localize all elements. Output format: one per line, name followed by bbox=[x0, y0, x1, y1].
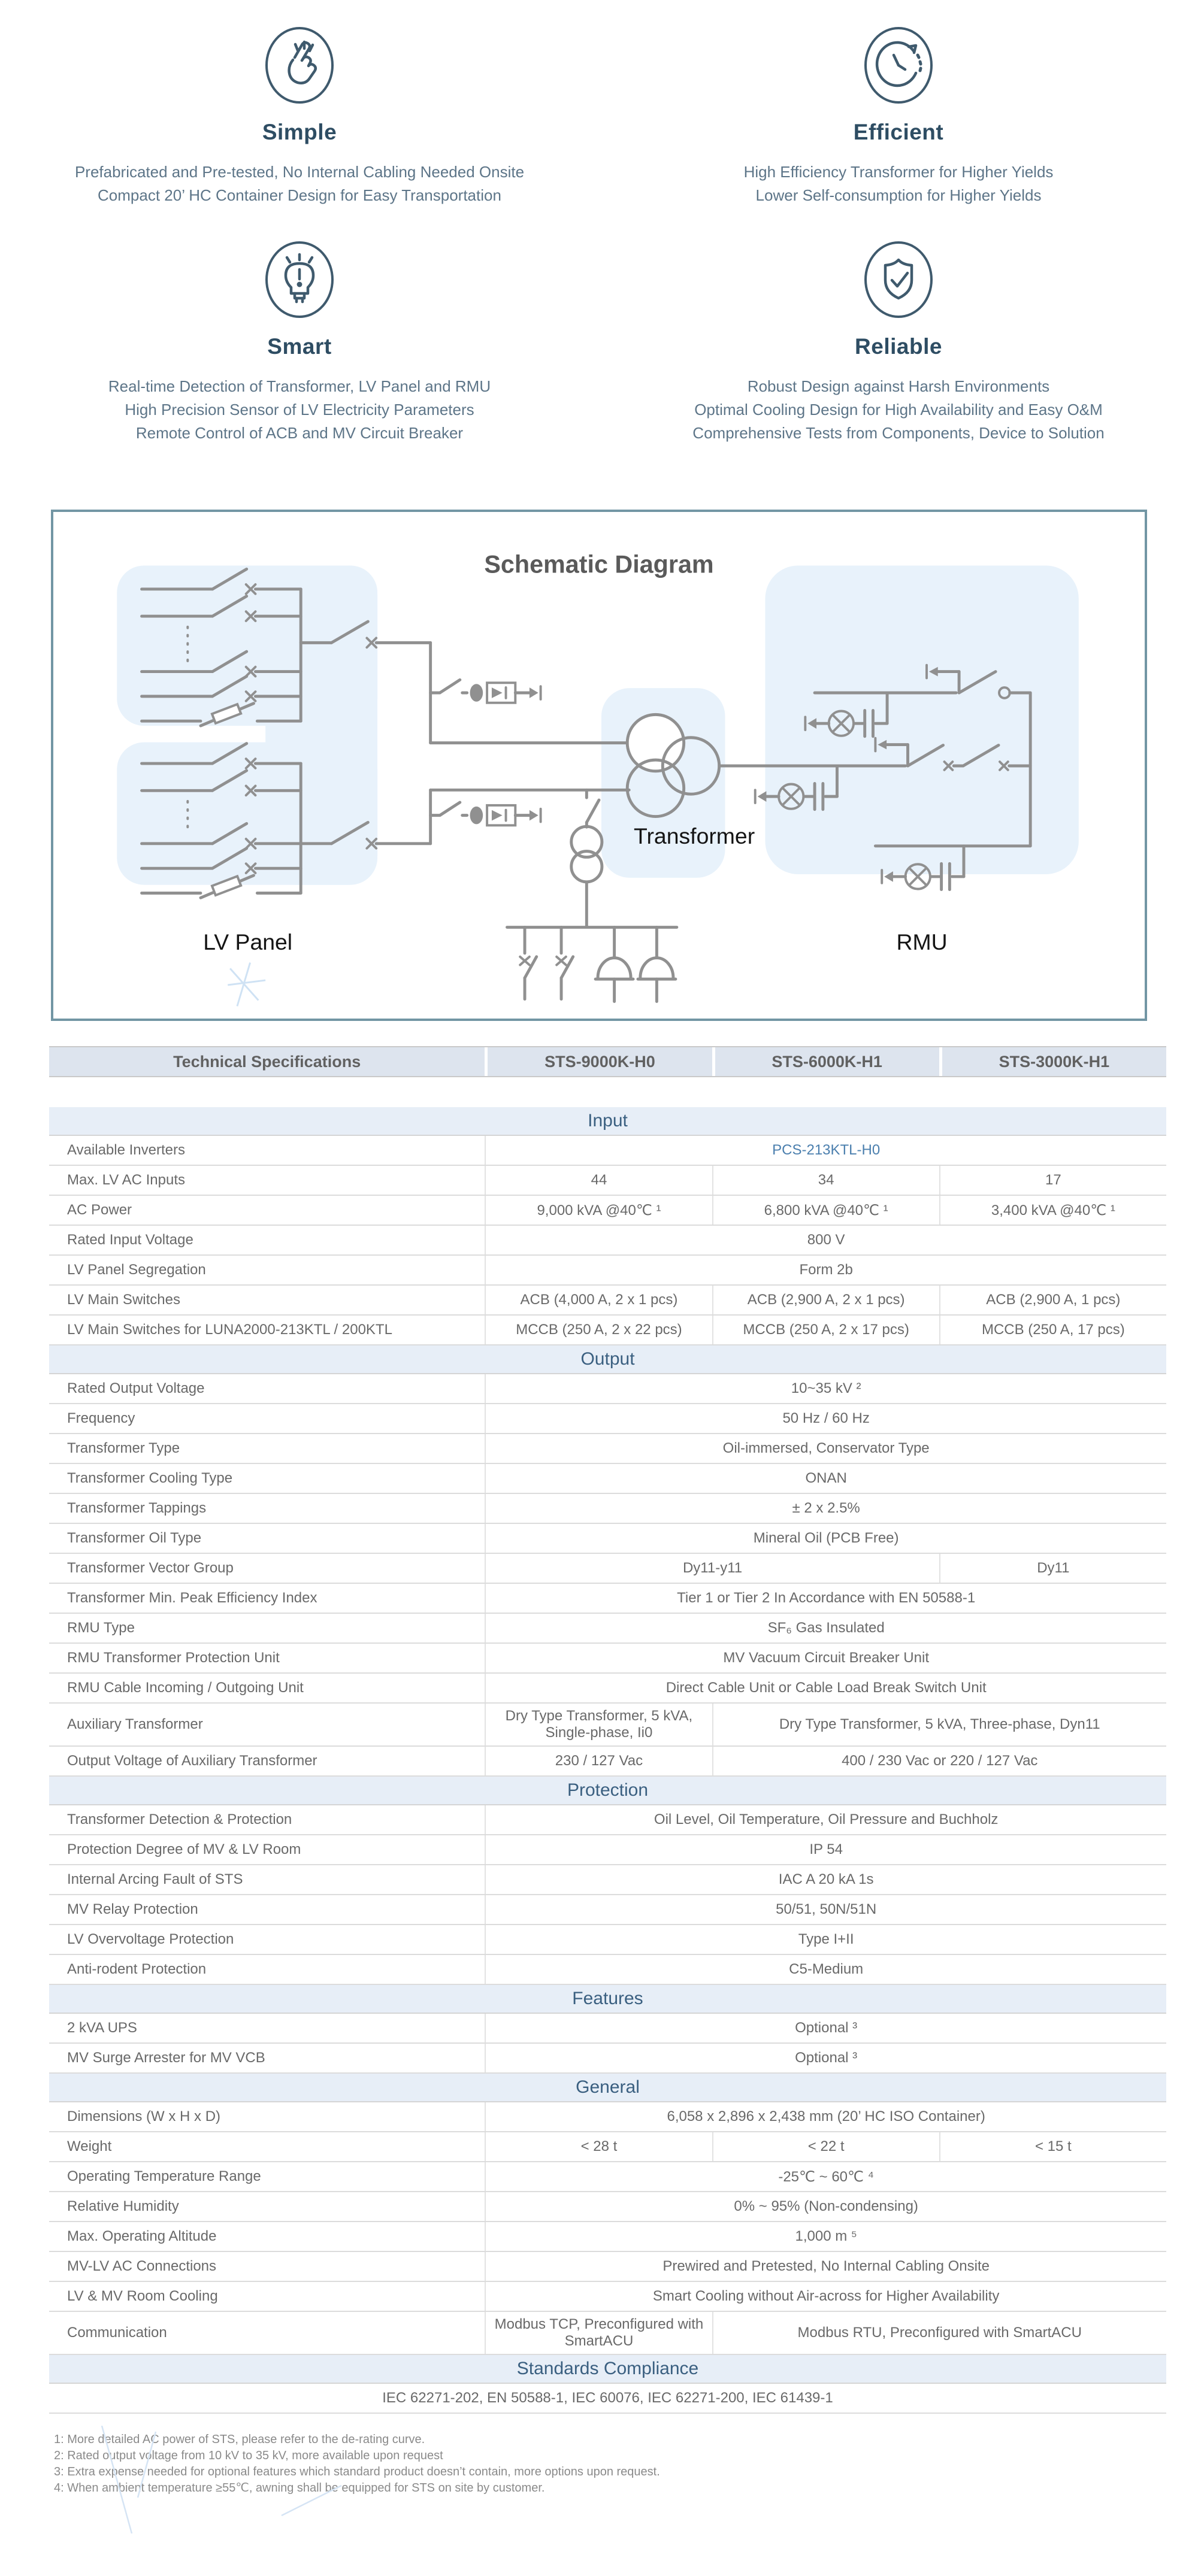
spec-value: Dy11-y11 bbox=[485, 1554, 939, 1583]
feature-simple bbox=[0, 24, 599, 238]
feature-line: Real-time Detection of Transformer, LV Panel and RMU bbox=[108, 377, 491, 395]
spec-label: Transformer Detection & Protection bbox=[67, 1811, 292, 1828]
spec-label: Dimensions (W x H x D) bbox=[67, 2108, 221, 2125]
spec-label: Available Inverters bbox=[67, 1142, 185, 1158]
spec-label: Operating Temperature Range bbox=[67, 2168, 261, 2184]
spec-row bbox=[49, 1554, 1166, 1584]
spec-label: Rated Output Voltage bbox=[67, 1380, 205, 1396]
spec-label: LV Overvoltage Protection bbox=[67, 1931, 234, 1947]
section-header: Features bbox=[49, 1985, 1166, 2014]
feature-line: Lower Self-consumption for Higher Yields bbox=[755, 186, 1042, 204]
spec-label: Weight bbox=[67, 2138, 112, 2154]
spec-label: Communication bbox=[67, 2325, 167, 2341]
spec-label: Transformer Tappings bbox=[67, 1500, 207, 1516]
spec-label: Protection Degree of MV & LV Room bbox=[67, 1841, 301, 1857]
spec-value: 9,000 kVA @40℃ ¹ bbox=[485, 1196, 712, 1225]
spec-value: 400 / 230 Vac or 220 / 127 Vac bbox=[712, 1747, 1166, 1775]
spec-value: MV Vacuum Circuit Breaker Unit bbox=[485, 1644, 1166, 1672]
footnote-line: 2: Rated output voltage from 10 kV to 35 kV, more available upon request bbox=[54, 2449, 443, 2462]
spec-value: < 22 t bbox=[712, 2132, 939, 2161]
spec-row bbox=[49, 2384, 1166, 2414]
spec-label: Transformer Oil Type bbox=[67, 1530, 202, 1546]
footnote-line: 4: When ambient temperature ≥55℃, awning shall be equipped for STS on site by customer. bbox=[54, 2481, 545, 2495]
spec-value: 50 Hz / 60 Hz bbox=[485, 1404, 1166, 1433]
rmu-label: RMU bbox=[896, 929, 948, 954]
section-header: Protection bbox=[49, 1777, 1166, 1805]
table-body bbox=[49, 1107, 1166, 2414]
spec-label: AC Power bbox=[67, 1202, 132, 1218]
footnotes bbox=[54, 2432, 1198, 2496]
spec-row bbox=[49, 1374, 1166, 1404]
table-gap bbox=[49, 1077, 1166, 1107]
spec-row bbox=[49, 1464, 1166, 1494]
spec-value: Tier 1 or Tier 2 In Accordance with EN 50588-1 bbox=[485, 1584, 1166, 1613]
feature-line: Comprehensive Tests from Components, Device to Solution bbox=[692, 424, 1105, 442]
section-header: Input bbox=[49, 1107, 1166, 1136]
feature-smart bbox=[0, 238, 599, 476]
spec-label: LV & MV Room Cooling bbox=[67, 2288, 218, 2304]
spec-row bbox=[49, 1136, 1166, 1166]
spec-value: MCCB (250 A, 2 x 22 pcs) bbox=[485, 1316, 712, 1344]
feature-efficient bbox=[599, 24, 1198, 238]
feature-line: Remote Control of ACB and MV Circuit Breaker bbox=[135, 424, 464, 442]
spec-label: Transformer Type bbox=[67, 1440, 180, 1456]
spec-value: Optional ³ bbox=[485, 2044, 1166, 2072]
spec-label: Auxiliary Transformer bbox=[67, 1716, 203, 1732]
spec-row bbox=[49, 2192, 1166, 2222]
spec-value: C5-Medium bbox=[485, 1955, 1166, 1984]
feature-grid bbox=[0, 0, 1198, 476]
spec-row bbox=[49, 1196, 1166, 1226]
spec-label: Frequency bbox=[67, 1410, 135, 1426]
spec-value: 44 bbox=[485, 1166, 712, 1195]
spec-value: ONAN bbox=[485, 1464, 1166, 1493]
spec-value: ± 2 x 2.5% bbox=[485, 1494, 1166, 1523]
spec-value: IAC A 20 kA 1s bbox=[485, 1865, 1166, 1894]
spec-value: < 15 t bbox=[939, 2132, 1166, 2161]
spec-value: -25℃ ~ 60℃ ⁴ bbox=[485, 2162, 1166, 2191]
spec-value: ACB (2,900 A, 2 x 1 pcs) bbox=[712, 1286, 939, 1314]
spec-value: 800 V bbox=[485, 1226, 1166, 1254]
spec-value: Optional ³ bbox=[485, 2014, 1166, 2042]
spec-value: 17 bbox=[939, 1166, 1166, 1195]
spec-row bbox=[49, 1584, 1166, 1614]
spec-value: 1,000 m ⁵ bbox=[485, 2222, 1166, 2251]
spec-label: Rated Input Voltage bbox=[67, 1232, 193, 1248]
spec-value: SF₆ Gas Insulated bbox=[485, 1614, 1166, 1642]
table-header-model: STS-3000K-H1 bbox=[939, 1047, 1166, 1076]
spec-label: LV Main Switches for LUNA2000-213KTL / 200KTL bbox=[67, 1322, 392, 1338]
footnote-line: 3: Extra expense needed for optional features which standard product doesn’t contain, more options upon request. bbox=[54, 2465, 660, 2478]
spec-label: Max. LV AC Inputs bbox=[67, 1172, 185, 1188]
spec-value: Modbus TCP, Preconfigured with SmartACU bbox=[485, 2312, 712, 2354]
spec-label: RMU Transformer Protection Unit bbox=[67, 1650, 280, 1666]
spec-value: Dry Type Transformer, 5 kVA, Single-phase, Ii0 bbox=[485, 1704, 712, 1745]
spec-row bbox=[49, 1256, 1166, 1286]
spec-label: LV Main Switches bbox=[67, 1292, 180, 1308]
spec-value: 50/51, 50N/51N bbox=[485, 1895, 1166, 1924]
spec-label: RMU Cable Incoming / Outgoing Unit bbox=[67, 1680, 304, 1696]
feature-title: Simple bbox=[262, 120, 337, 144]
spec-row bbox=[49, 1524, 1166, 1554]
spec-row bbox=[49, 2222, 1166, 2252]
spec-row bbox=[49, 1404, 1166, 1434]
feature-title: Smart bbox=[267, 334, 332, 359]
spec-value: Dry Type Transformer, 5 kVA, Three-phase, Dyn11 bbox=[712, 1704, 1166, 1745]
spec-value: Oil-immersed, Conservator Type bbox=[485, 1434, 1166, 1463]
diagram-title: Schematic Diagram bbox=[484, 550, 714, 578]
feature-line: Optimal Cooling Design for High Availability and Easy O&M bbox=[694, 401, 1103, 419]
spec-label: Internal Arcing Fault of STS bbox=[67, 1871, 243, 1887]
spec-row bbox=[49, 1955, 1166, 1985]
spec-row bbox=[49, 1674, 1166, 1704]
spec-value: Dy11 bbox=[939, 1554, 1166, 1583]
spec-row bbox=[49, 1704, 1166, 1747]
footnote-line: 1: More detailed AC power of STS, please refer to the de-rating curve. bbox=[54, 2433, 425, 2446]
spec-label: LV Panel Segregation bbox=[67, 1262, 206, 1278]
spec-row bbox=[49, 1747, 1166, 1777]
table-header-param: Technical Specifications bbox=[173, 1052, 361, 1071]
feature-title: Efficient bbox=[853, 120, 944, 144]
spec-value: Direct Cable Unit or Cable Load Break Switch Unit bbox=[485, 1674, 1166, 1702]
spec-row bbox=[49, 1434, 1166, 1464]
spec-row bbox=[49, 1166, 1166, 1196]
spec-label: 2 kVA UPS bbox=[67, 2020, 137, 2036]
lv-panel-region bbox=[265, 565, 377, 884]
schematic-svg bbox=[53, 512, 1145, 1019]
spec-row bbox=[49, 2282, 1166, 2312]
feature-line: Prefabricated and Pre-tested, No Internal Cabling Needed Onsite bbox=[74, 163, 525, 181]
spec-row bbox=[49, 1316, 1166, 1345]
spec-value: ACB (2,900 A, 1 pcs) bbox=[939, 1286, 1166, 1314]
spec-value: Oil Level, Oil Temperature, Oil Pressure and Buchholz bbox=[485, 1805, 1166, 1834]
spec-row bbox=[49, 1614, 1166, 1644]
light-bulb-icon bbox=[262, 238, 337, 321]
spec-label: MV Relay Protection bbox=[67, 1901, 198, 1917]
spec-value: Type I+II bbox=[485, 1925, 1166, 1954]
decorative-lines bbox=[228, 963, 265, 1007]
clock-cycle-icon bbox=[861, 24, 936, 107]
spec-row bbox=[49, 1226, 1166, 1256]
lv-panel-label: LV Panel bbox=[203, 929, 293, 954]
feature-line: Compact 20’ HC Container Design for Easy Transportation bbox=[98, 186, 501, 204]
feature-lines bbox=[75, 160, 524, 207]
finger-snap-icon bbox=[262, 24, 337, 107]
spec-value: MCCB (250 A, 2 x 17 pcs) bbox=[712, 1316, 939, 1344]
feature-line: High Efficiency Transformer for Higher Yields bbox=[743, 163, 1054, 181]
feature-lines bbox=[692, 375, 1104, 445]
spec-label: Max. Operating Altitude bbox=[67, 2228, 217, 2244]
section-header: Output bbox=[49, 1345, 1166, 1374]
spec-row bbox=[49, 1865, 1166, 1895]
spec-row bbox=[49, 2162, 1166, 2192]
spec-value: Form 2b bbox=[485, 1256, 1166, 1284]
spec-value: 34 bbox=[712, 1166, 939, 1195]
spec-label: Transformer Min. Peak Efficiency Index bbox=[67, 1590, 317, 1606]
spec-value: 230 / 127 Vac bbox=[485, 1747, 712, 1775]
feature-line: Robust Design against Harsh Environments bbox=[747, 377, 1050, 395]
spec-row bbox=[49, 1494, 1166, 1524]
spec-row bbox=[49, 2102, 1166, 2132]
spec-value: MCCB (250 A, 17 pcs) bbox=[939, 1316, 1166, 1344]
table-header-row bbox=[49, 1046, 1166, 1077]
section-header: General bbox=[49, 2074, 1166, 2102]
spec-value: Smart Cooling without Air-across for Higher Availability bbox=[485, 2282, 1166, 2311]
spec-row bbox=[49, 2132, 1166, 2162]
spec-row bbox=[49, 1895, 1166, 1925]
section-header: Standards Compliance bbox=[49, 2355, 1166, 2384]
spec-value: 3,400 kVA @40℃ ¹ bbox=[939, 1196, 1166, 1225]
spec-value: < 28 t bbox=[485, 2132, 712, 2161]
spec-label: MV-LV AC Connections bbox=[67, 2258, 217, 2274]
spec-row bbox=[49, 1286, 1166, 1316]
spec-row bbox=[49, 2252, 1166, 2282]
spec-label: Transformer Cooling Type bbox=[67, 1470, 233, 1486]
feature-lines bbox=[744, 160, 1054, 207]
spec-row bbox=[49, 2014, 1166, 2044]
spec-label: MV Surge Arrester for MV VCB bbox=[67, 2050, 265, 2066]
spec-value: Mineral Oil (PCB Free) bbox=[485, 1524, 1166, 1553]
spec-row bbox=[49, 1805, 1166, 1835]
spec-label: Transformer Vector Group bbox=[67, 1560, 234, 1576]
spec-value: Modbus RTU, Preconfigured with SmartACU bbox=[712, 2312, 1166, 2354]
spec-value-link[interactable]: PCS-213KTL-H0 bbox=[485, 1136, 1166, 1165]
spec-row bbox=[49, 2044, 1166, 2074]
spec-label: RMU Type bbox=[67, 1620, 135, 1636]
feature-line: High Precision Sensor of LV Electricity Parameters bbox=[125, 401, 474, 419]
spec-value: 0% ~ 95% (Non-condensing) bbox=[485, 2192, 1166, 2221]
feature-title: Reliable bbox=[855, 334, 942, 359]
transformer-label: Transformer bbox=[634, 823, 755, 848]
spec-value: Prewired and Pretested, No Internal Cabling Onsite bbox=[485, 2252, 1166, 2281]
spec-label: Relative Humidity bbox=[67, 2198, 179, 2214]
spec-row bbox=[49, 2312, 1166, 2355]
table-header-model: STS-6000K-H1 bbox=[712, 1047, 939, 1076]
spec-row bbox=[49, 1644, 1166, 1674]
spec-value: 10~35 kV ² bbox=[485, 1374, 1166, 1403]
schematic-diagram bbox=[51, 510, 1147, 1021]
spec-table bbox=[49, 1046, 1166, 2414]
spec-value: 6,800 kVA @40℃ ¹ bbox=[712, 1196, 939, 1225]
spec-row bbox=[49, 1835, 1166, 1865]
spec-row bbox=[49, 1925, 1166, 1955]
feature-lines bbox=[108, 375, 491, 445]
spec-label: Anti-rodent Protection bbox=[67, 1961, 207, 1977]
table-header-model: STS-9000K-H0 bbox=[485, 1047, 712, 1076]
spec-value: IEC 62271-202, EN 50588-1, IEC 60076, IEC 62271-200, IEC 61439-1 bbox=[382, 2390, 833, 2406]
spec-value: 6,058 x 2,896 x 2,438 mm (20’ HC ISO Container) bbox=[485, 2102, 1166, 2131]
feature-reliable bbox=[599, 238, 1198, 476]
shield-check-icon bbox=[861, 238, 936, 321]
spec-label: Output Voltage of Auxiliary Transformer bbox=[67, 1753, 317, 1769]
spec-value: IP 54 bbox=[485, 1835, 1166, 1864]
spec-value: ACB (4,000 A, 2 x 1 pcs) bbox=[485, 1286, 712, 1314]
